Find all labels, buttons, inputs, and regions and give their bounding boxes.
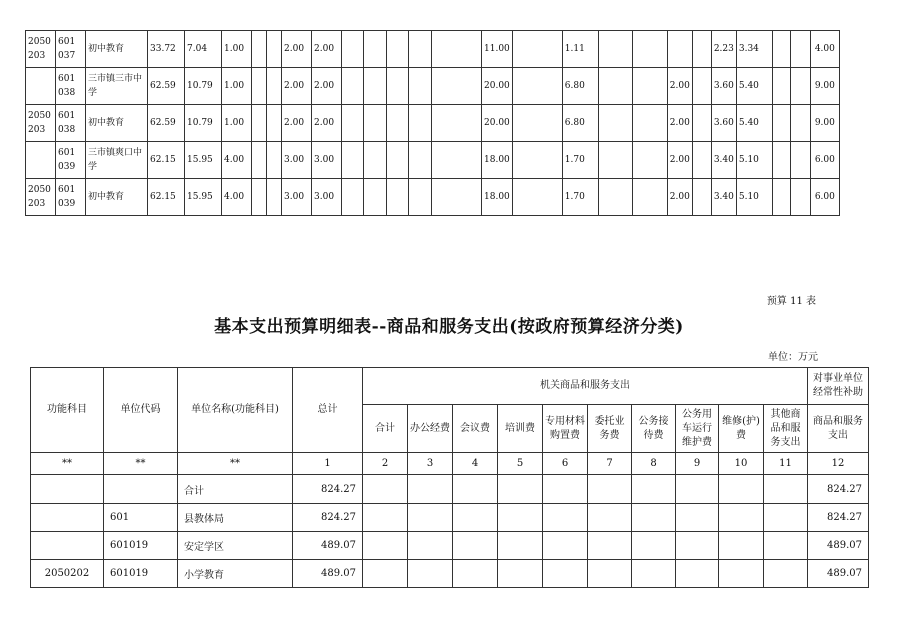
table-cell: 601 039 (56, 142, 86, 179)
table-cell (632, 31, 667, 68)
table-cell (252, 142, 267, 179)
header-total: 总计 (293, 368, 363, 453)
table-cell (632, 475, 676, 504)
table-cell (632, 179, 667, 216)
table-cell: 初中教育 (86, 179, 148, 216)
table-cell: 601 037 (56, 31, 86, 68)
table-cell (772, 142, 790, 179)
table-cell: 5.40 (736, 105, 772, 142)
table-cell (790, 31, 810, 68)
table-cell: 县教体局 (178, 504, 293, 532)
table-row (31, 560, 869, 588)
table-cell: 601 039 (56, 179, 86, 216)
table-cell (676, 475, 719, 504)
header-subsidy: 对事业单位经常性补助 (808, 368, 869, 405)
table-cell (667, 31, 692, 68)
table-cell (267, 31, 282, 68)
table-cell (432, 179, 482, 216)
table-cell (790, 68, 810, 105)
table-cell (543, 475, 588, 504)
table-row (31, 475, 869, 504)
table-cell (764, 560, 808, 588)
table-cell (364, 68, 387, 105)
table-cell: 11.00 (482, 31, 513, 68)
column-index-row (31, 453, 869, 475)
header-sub-4: 培训费 (498, 405, 543, 453)
header-sub-1: 合计 (363, 405, 408, 453)
column-index-cell: ** (178, 453, 293, 475)
table-cell: 3.34 (736, 31, 772, 68)
table-cell (543, 560, 588, 588)
header-sub-2: 办公经费 (408, 405, 453, 453)
table-cell: 6.00 (810, 142, 839, 179)
table-cell (387, 179, 409, 216)
table-cell (676, 504, 719, 532)
table-cell (512, 142, 562, 179)
table-cell: 489.07 (808, 532, 869, 560)
table-cell (342, 179, 364, 216)
table-cell (363, 475, 408, 504)
table-cell (363, 532, 408, 560)
table-cell (512, 31, 562, 68)
table-cell (31, 475, 104, 504)
column-index-cell: 7 (588, 453, 632, 475)
table-cell (719, 560, 764, 588)
table-cell (267, 179, 282, 216)
table-cell: 9.00 (810, 105, 839, 142)
table-cell: 2.00 (667, 142, 692, 179)
continuation-table (25, 30, 840, 216)
header-sub-5: 专用材料购置费 (543, 405, 588, 453)
table-cell (364, 105, 387, 142)
table-cell (588, 532, 632, 560)
table-cell: 3.00 (312, 179, 342, 216)
table-cell: 3.60 (711, 105, 736, 142)
table-cell: 62.59 (148, 68, 185, 105)
table-cell (790, 142, 810, 179)
column-index-cell: 2 (363, 453, 408, 475)
table-cell (432, 142, 482, 179)
table-cell (598, 31, 632, 68)
table-cell (408, 504, 453, 532)
table-cell: 1.00 (222, 105, 252, 142)
table-cell (31, 504, 104, 532)
table-cell: 20.00 (482, 68, 513, 105)
table-cell (772, 105, 790, 142)
continuation-table-body (26, 31, 840, 216)
table-cell: 62.59 (148, 105, 185, 142)
table-cell (588, 560, 632, 588)
table-cell: 2.00 (667, 105, 692, 142)
table-cell (498, 504, 543, 532)
table-cell: 4.00 (810, 31, 839, 68)
table-cell (267, 105, 282, 142)
table-cell: 2050 203 (26, 31, 56, 68)
table-cell (453, 504, 498, 532)
table-cell (498, 532, 543, 560)
table-cell (363, 504, 408, 532)
table-cell (498, 560, 543, 588)
table-cell: 15.95 (185, 179, 222, 216)
column-index-cell: 3 (408, 453, 453, 475)
table-cell (512, 68, 562, 105)
table-cell: 18.00 (482, 142, 513, 179)
table-cell (31, 532, 104, 560)
table-cell (632, 142, 667, 179)
table-cell (432, 31, 482, 68)
table-cell (692, 31, 711, 68)
header-unit-code: 单位代码 (104, 368, 178, 453)
table-cell (772, 68, 790, 105)
table-cell: 824.27 (293, 504, 363, 532)
column-index-cell: ** (104, 453, 178, 475)
column-index-cell: 11 (764, 453, 808, 475)
table-cell (676, 560, 719, 588)
table-cell: 824.27 (808, 504, 869, 532)
continuation-row (26, 31, 840, 68)
column-index-cell: 9 (676, 453, 719, 475)
table-cell (409, 179, 432, 216)
table-cell: 1.11 (562, 31, 598, 68)
table-cell (692, 68, 711, 105)
table-cell (790, 105, 810, 142)
table-cell: 安定学区 (178, 532, 293, 560)
form-number: 预算 11 表 (766, 296, 816, 307)
header-sub-10: 其他商品和服务支出 (764, 405, 808, 453)
table-cell (342, 68, 364, 105)
table-cell: 5.10 (736, 142, 772, 179)
table-cell: 1.70 (562, 142, 598, 179)
page-title: 基本支出预算明细表--商品和服务支出(按政府预算经济分类) (214, 317, 684, 337)
table-cell (719, 504, 764, 532)
table-cell (409, 31, 432, 68)
table-cell: 824.27 (293, 475, 363, 504)
table-cell (512, 105, 562, 142)
table-cell: 15.95 (185, 142, 222, 179)
table-cell (26, 68, 56, 105)
table-cell (764, 504, 808, 532)
table-cell (498, 475, 543, 504)
table-cell: 2050 203 (26, 105, 56, 142)
table-cell: 10.79 (185, 68, 222, 105)
table-cell: 3.40 (711, 142, 736, 179)
table-cell: 3.00 (312, 142, 342, 179)
table-cell: 2.00 (667, 179, 692, 216)
table-cell (598, 68, 632, 105)
header-sub-6: 委托业务费 (588, 405, 632, 453)
table-cell (387, 68, 409, 105)
table-cell (719, 475, 764, 504)
table-cell: 3.60 (711, 68, 736, 105)
budget-detail-table (30, 367, 869, 588)
table-cell: 4.00 (222, 142, 252, 179)
header-org-goods-services: 机关商品和服务支出 (363, 368, 808, 405)
header-unit-name: 单位名称(功能科目) (178, 368, 293, 453)
table-cell: 3.00 (282, 179, 312, 216)
table-cell: 33.72 (148, 31, 185, 68)
table-cell: 6.00 (810, 179, 839, 216)
continuation-row (26, 105, 840, 142)
table-cell (764, 475, 808, 504)
column-index-cell: ** (31, 453, 104, 475)
table-row (31, 504, 869, 532)
table-cell: 2.00 (282, 105, 312, 142)
budget-detail-body (31, 475, 869, 588)
table-cell (342, 31, 364, 68)
table-cell (408, 560, 453, 588)
table-cell (432, 105, 482, 142)
table-cell (764, 532, 808, 560)
table-cell: 2.00 (667, 68, 692, 105)
table-cell: 489.07 (293, 532, 363, 560)
table-cell: 2.00 (312, 68, 342, 105)
table-cell: 2050 203 (26, 179, 56, 216)
table-cell (543, 532, 588, 560)
table-cell: 初中教育 (86, 31, 148, 68)
table-cell (632, 68, 667, 105)
table-cell (692, 179, 711, 216)
table-cell (409, 142, 432, 179)
table-cell: 2.23 (711, 31, 736, 68)
table-cell: 5.40 (736, 68, 772, 105)
table-cell: 824.27 (808, 475, 869, 504)
table-cell: 5.10 (736, 179, 772, 216)
table-cell (772, 179, 790, 216)
header-sub-7: 公务接待费 (632, 405, 676, 453)
table-cell: 489.07 (808, 560, 869, 588)
column-index-cell: 5 (498, 453, 543, 475)
table-cell: 9.00 (810, 68, 839, 105)
table-cell (632, 504, 676, 532)
table-cell: 2050202 (31, 560, 104, 588)
table-cell (692, 142, 711, 179)
table-cell: 三市镇三市中学 (86, 68, 148, 105)
table-cell: 2.00 (282, 68, 312, 105)
header-subsidy-goods: 商品和服务支出 (808, 405, 869, 453)
column-index-cell: 12 (808, 453, 869, 475)
table-cell: 合计 (178, 475, 293, 504)
table-cell (342, 105, 364, 142)
table-cell (790, 179, 810, 216)
unit-label: 单位：万元 (768, 352, 818, 363)
table-cell (342, 142, 364, 179)
header-sub-9: 维修(护)费 (719, 405, 764, 453)
table-cell (632, 105, 667, 142)
table-cell (387, 142, 409, 179)
table-cell (408, 475, 453, 504)
table-cell: 62.15 (148, 179, 185, 216)
table-cell (632, 532, 676, 560)
continuation-row (26, 179, 840, 216)
table-cell (26, 142, 56, 179)
table-cell (676, 532, 719, 560)
column-index-cell: 8 (632, 453, 676, 475)
table-row (31, 532, 869, 560)
table-cell: 7.04 (185, 31, 222, 68)
table-cell (364, 31, 387, 68)
table-cell: 小学教育 (178, 560, 293, 588)
table-cell (267, 68, 282, 105)
table-cell (719, 532, 764, 560)
table-cell: 2.00 (312, 105, 342, 142)
table-cell (408, 532, 453, 560)
table-cell: 20.00 (482, 105, 513, 142)
table-cell: 初中教育 (86, 105, 148, 142)
column-index-cell: 4 (453, 453, 498, 475)
table-cell (453, 475, 498, 504)
table-cell (252, 179, 267, 216)
table-cell (512, 179, 562, 216)
table-cell (409, 105, 432, 142)
table-cell: 601019 (104, 560, 178, 588)
table-cell: 1.00 (222, 31, 252, 68)
table-cell (409, 68, 432, 105)
continuation-row (26, 68, 840, 105)
table-cell (364, 179, 387, 216)
table-cell (104, 475, 178, 504)
table-cell (588, 504, 632, 532)
table-cell: 4.00 (222, 179, 252, 216)
table-cell: 1.00 (222, 68, 252, 105)
table-cell (453, 532, 498, 560)
table-cell (453, 560, 498, 588)
table-cell (543, 504, 588, 532)
table-cell (252, 68, 267, 105)
table-cell: 18.00 (482, 179, 513, 216)
header-sub-8: 公务用车运行维护费 (676, 405, 719, 453)
table-cell (387, 31, 409, 68)
table-cell (598, 105, 632, 142)
table-cell: 62.15 (148, 142, 185, 179)
table-cell: 489.07 (293, 560, 363, 588)
table-cell (598, 179, 632, 216)
table-cell (252, 105, 267, 142)
table-cell: 3.00 (282, 142, 312, 179)
table-cell: 6.80 (562, 68, 598, 105)
column-index-cell: 6 (543, 453, 588, 475)
table-cell: 2.00 (312, 31, 342, 68)
table-cell: 3.40 (711, 179, 736, 216)
table-cell (252, 31, 267, 68)
table-cell: 601019 (104, 532, 178, 560)
table-cell: 10.79 (185, 105, 222, 142)
table-cell (588, 475, 632, 504)
column-index-cell: 1 (293, 453, 363, 475)
table-cell (387, 105, 409, 142)
header-func-subject: 功能科目 (31, 368, 104, 453)
table-cell (364, 142, 387, 179)
table-cell (598, 142, 632, 179)
table-cell: 2.00 (282, 31, 312, 68)
table-cell (363, 560, 408, 588)
table-cell (772, 31, 790, 68)
continuation-row (26, 142, 840, 179)
table-cell (632, 560, 676, 588)
table-cell (692, 105, 711, 142)
table-cell: 601 (104, 504, 178, 532)
table-cell (432, 68, 482, 105)
table-cell: 601 038 (56, 105, 86, 142)
header-sub-3: 会议费 (453, 405, 498, 453)
table-cell: 6.80 (562, 105, 598, 142)
table-cell: 三市镇爽口中学 (86, 142, 148, 179)
table-cell: 601 038 (56, 68, 86, 105)
column-index-cell: 10 (719, 453, 764, 475)
table-cell (267, 142, 282, 179)
table-cell: 1.70 (562, 179, 598, 216)
